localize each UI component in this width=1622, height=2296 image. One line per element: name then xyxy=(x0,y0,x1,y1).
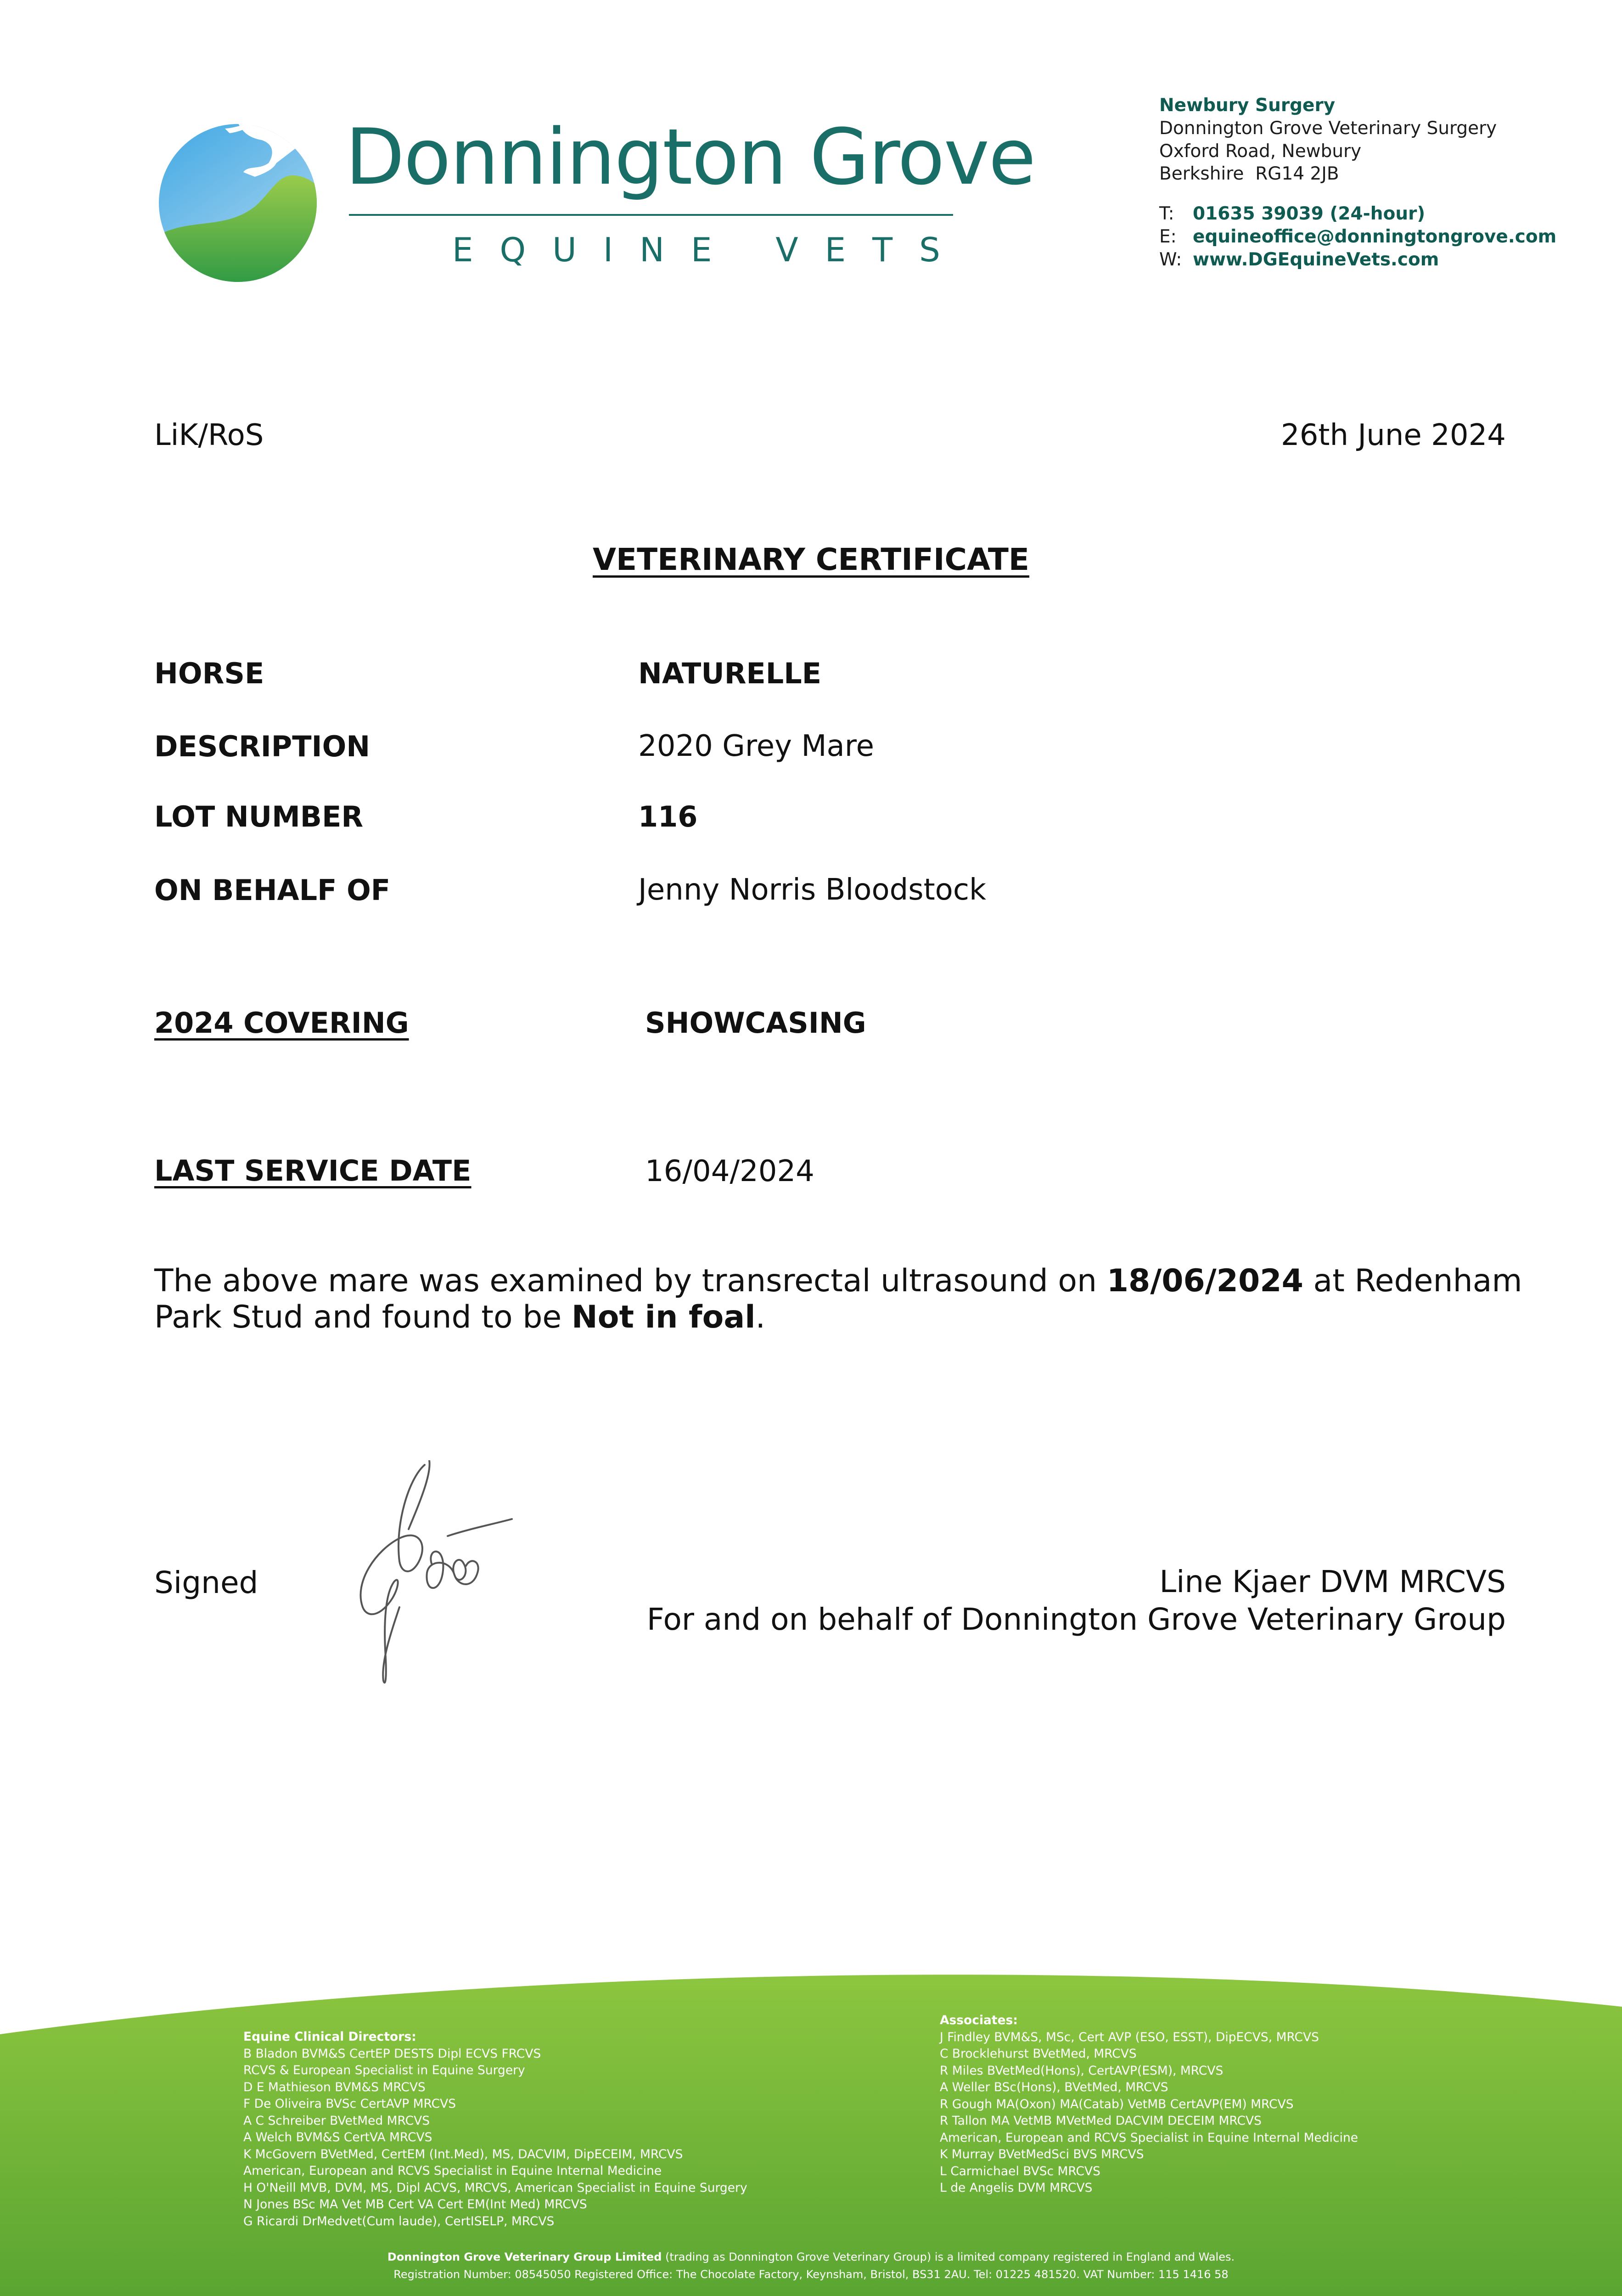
exam-text: The above mare was examined by transrectal ultrasound on xyxy=(154,1263,1107,1299)
address-line-1: Donnington Grove Veterinary Surgery xyxy=(1159,118,1497,139)
contact-label: W: xyxy=(1159,249,1182,270)
director-entry: RCVS & European Specialist in Equine Surgery xyxy=(243,2063,525,2077)
director-entry: G Ricardi DrMedvet(Cum laude), CertISELP, MRCVS xyxy=(243,2214,555,2228)
director-entry: N Jones BSc MA Vet MB Cert VA Cert EM(Int Med) MRCVS xyxy=(243,2197,587,2212)
directors-heading: Equine Clinical Directors: xyxy=(243,2030,416,2044)
legal-text: (trading as Donnington Grove Veterinary Group) is a limited company registered in England and Wales. xyxy=(662,2251,1235,2263)
associate-entry: L de Angelis DVM MRCVS xyxy=(940,2181,1093,2195)
director-entry: D E Mathieson BVM&S MRCVS xyxy=(243,2080,426,2094)
contact-label: T: xyxy=(1159,203,1174,224)
exam-result: Not in foal xyxy=(571,1299,756,1335)
brand-divider xyxy=(349,214,953,216)
director-entry: K McGovern BVetMed, CertEM (Int.Med), MS, DACVIM, DipECEIM, MRCVS xyxy=(243,2147,683,2161)
associate-entry: C Brocklehurst BVetMed, MRCVS xyxy=(940,2047,1137,2061)
covering-label: 2024 COVERING xyxy=(154,1006,409,1040)
signer-organisation: For and on behalf of Donnington Grove Veterinary Group xyxy=(646,1602,1506,1637)
horse-value: NATURELLE xyxy=(638,657,822,690)
contact-label: E: xyxy=(1159,226,1177,247)
associate-entry: K Murray BVetMedSci BVS MRCVS xyxy=(940,2147,1144,2161)
director-entry: F De Oliveira BVSc CertAVP MRCVS xyxy=(243,2097,456,2111)
associate-entry: R Tallon MA VetMB MVetMed DACVIM DECEIM MRCVS xyxy=(940,2114,1262,2128)
signature-image xyxy=(340,1460,514,1690)
address-line-2: Oxford Road, Newbury xyxy=(1159,141,1362,162)
contact-telephone xyxy=(1159,203,1425,225)
contact-email xyxy=(1159,225,1556,248)
signed-label: Signed xyxy=(154,1565,258,1600)
exam-text: at Redenham xyxy=(1303,1263,1522,1299)
associate-entry: R Gough MA(Oxon) MA(Catab) VetMB CertAVP(EM) MRCVS xyxy=(940,2097,1294,2111)
associate-entry: L Carmichael BVSc MRCVS xyxy=(940,2164,1100,2178)
phone-number[interactable]: 01635 39039 (24-hour) xyxy=(1193,203,1426,224)
associate-entry: A Weller BSc(Hons), BVetMed, MRCVS xyxy=(940,2080,1168,2094)
brand-tagline: EQUINE VETS xyxy=(452,231,967,269)
description-value: 2020 Grey Mare xyxy=(638,729,875,763)
director-entry: A Welch BVM&S CertVA MRCVS xyxy=(243,2130,432,2144)
lot-number-value: 116 xyxy=(638,800,698,833)
lot-number-label: LOT NUMBER xyxy=(154,800,364,833)
legal-line-2: Registration Number: 08545050 Registered Office: The Chocolate Factory, Keynsham, Bristol, BS31 2AU. Tel: 01225 481520. VAT Number: 115 1416 58 xyxy=(393,2268,1229,2281)
covering-value: SHOWCASING xyxy=(645,1006,866,1040)
letter-reference: LiK/RoS xyxy=(154,418,264,452)
directors-list xyxy=(243,2029,747,2230)
horse-label: HORSE xyxy=(154,657,264,690)
on-behalf-of-label: ON BEHALF OF xyxy=(154,873,391,907)
associates-list xyxy=(940,2012,1358,2197)
exam-date: 18/06/2024 xyxy=(1106,1263,1303,1299)
company-name: Donnington Grove Veterinary Group Limited xyxy=(387,2251,662,2263)
logo-icon xyxy=(156,119,321,285)
contact-website xyxy=(1159,248,1439,271)
director-entry: H O'Neill MVB, DVM, MS, Dipl ACVS, MRCVS, American Specialist in Equine Surgery xyxy=(243,2180,747,2195)
surgery-name: Newbury Surgery xyxy=(1159,95,1336,116)
exam-statement-line-2 xyxy=(154,1299,766,1335)
legal-line-1 xyxy=(0,2248,1622,2266)
director-entry: American, European and RCVS Specialist in Equine Internal Medicine xyxy=(243,2164,662,2178)
exam-statement-line-1 xyxy=(154,1263,1522,1299)
director-entry: A C Schreiber BVetMed MRCVS xyxy=(243,2113,430,2128)
footer-legal-notice xyxy=(0,2248,1622,2283)
address-line-3: Berkshire RG14 2JB xyxy=(1159,163,1339,184)
associates-heading: Associates: xyxy=(940,2013,1018,2027)
email-link[interactable]: equineoffice@donningtongrove.com xyxy=(1193,226,1557,247)
associate-entry: American, European and RCVS Specialist in Equine Internal Medicine xyxy=(940,2130,1358,2145)
certificate-title: VETERINARY CERTIFICATE xyxy=(592,542,1030,577)
brand-name: Donnington Grove xyxy=(345,112,1035,202)
on-behalf-of-value: Jenny Norris Bloodstock xyxy=(638,873,987,907)
website-link[interactable]: www.DGEquineVets.com xyxy=(1193,249,1439,270)
signer-name: Line Kjaer DVM MRCVS xyxy=(1159,1564,1506,1599)
last-service-date-value: 16/04/2024 xyxy=(645,1154,814,1188)
description-label: DESCRIPTION xyxy=(154,730,370,763)
associate-entry: R Miles BVetMed(Hons), CertAVP(ESM), MRCVS xyxy=(940,2063,1224,2078)
letter-date: 26th June 2024 xyxy=(1280,418,1506,452)
exam-text: Park Stud and found to be xyxy=(154,1299,572,1335)
exam-text: . xyxy=(755,1299,766,1335)
associate-entry: J Findley BVM&S, MSc, Cert AVP (ESO, ESST), DipECVS, MRCVS xyxy=(940,2030,1319,2044)
last-service-date-label: LAST SERVICE DATE xyxy=(154,1154,471,1187)
director-entry: B Bladon BVM&S CertEP DESTS Dipl ECVS FRCVS xyxy=(243,2046,541,2061)
